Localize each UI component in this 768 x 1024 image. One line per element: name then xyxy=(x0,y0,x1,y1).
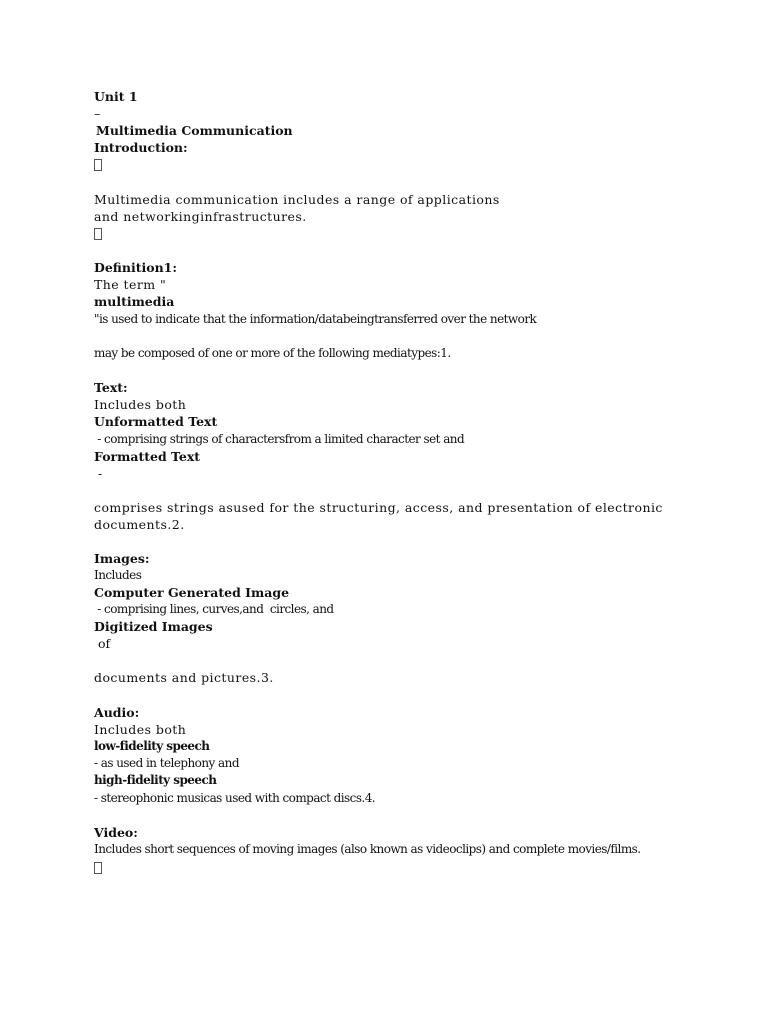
intro-text-line-1: Multimedia communication includes a range of applications xyxy=(94,192,500,207)
images-desc: documents and pictures.3. xyxy=(94,670,274,685)
computer-generated-image-term: Computer Generated Image xyxy=(94,585,290,600)
unformatted-text-desc: - comprising strings of charactersfrom a limited character set and xyxy=(94,432,465,446)
definition-text-1: The term " xyxy=(94,277,167,292)
definition-heading: Definition1: xyxy=(94,260,177,275)
unformatted-text-term: Unformatted Text xyxy=(94,414,218,429)
low-fidelity-speech-desc: - as used in telephony and xyxy=(94,756,239,770)
images-includes: Includes xyxy=(94,568,142,582)
document-title: Multimedia Communication xyxy=(96,123,293,138)
digitized-images-term: Digitized Images xyxy=(94,619,213,634)
missing-glyph-icon xyxy=(94,226,102,243)
computer-generated-image-desc: - comprising lines, curves,and circles, and xyxy=(94,602,334,616)
formatted-text-term: Formatted Text xyxy=(94,449,201,464)
definition-text-3: may be composed of one or more of the following mediatypes:1. xyxy=(94,346,451,360)
text-heading: Text: xyxy=(94,380,128,395)
audio-includes: Includes both xyxy=(94,722,187,737)
intro-heading: Introduction: xyxy=(94,140,188,155)
audio-heading: Audio: xyxy=(94,705,140,720)
formatted-text-desc-1: comprises strings asused for the structuring, access, and presentation of electronic xyxy=(94,500,663,515)
unit-heading: Unit 1 xyxy=(94,89,138,104)
title-dash: – xyxy=(94,106,101,121)
missing-glyph-icon xyxy=(94,157,102,174)
high-fidelity-speech-term: high-fidelity speech xyxy=(94,773,217,787)
definition-term: multimedia xyxy=(94,294,175,309)
images-heading: Images: xyxy=(94,551,150,566)
low-fidelity-speech-term: low-fidelity speech xyxy=(94,739,210,753)
video-heading: Video: xyxy=(94,825,138,840)
formatted-text-dash: - xyxy=(94,466,103,481)
definition-text-2: "is used to indicate that the information/databeingtransferred over the network xyxy=(94,312,537,326)
missing-glyph-icon xyxy=(94,860,102,877)
text-includes: Includes both xyxy=(94,397,187,412)
video-desc: Includes short sequences of moving images (also known as videoclips) and complete movies/films. xyxy=(94,842,641,856)
high-fidelity-speech-desc: - stereophonic musicas used with compact discs.4. xyxy=(94,791,376,805)
formatted-text-desc-2: documents.2. xyxy=(94,517,185,532)
digitized-images-of: of xyxy=(94,636,111,651)
intro-text-line-2: and networkinginfrastructures. xyxy=(94,209,307,224)
